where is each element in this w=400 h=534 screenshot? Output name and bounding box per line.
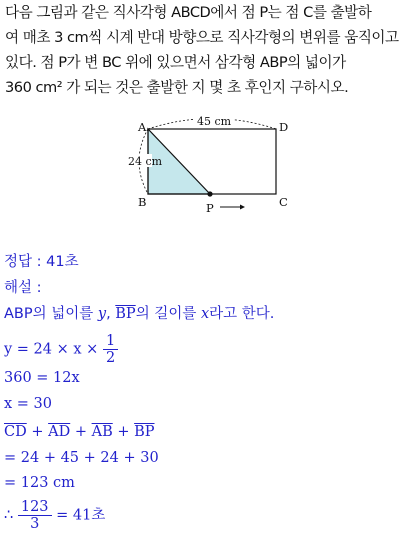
fraction-123-num: 123 bbox=[18, 499, 52, 516]
top-length-label: 45 cm bbox=[196, 115, 232, 128]
segment-bp-2: $\overline{BP}$ bbox=[134, 424, 155, 440]
let-text-1: ABP의 넓이를 bbox=[4, 306, 98, 322]
equation-7 bbox=[4, 499, 384, 532]
problem-line-1: 다음 그림과 같은 직사각형 ABCD에서 점 P는 점 C를 출발하 bbox=[5, 4, 372, 21]
vertex-b-label: B bbox=[138, 195, 147, 209]
equation-1 bbox=[4, 333, 384, 366]
therefore-symbol: ∴ bbox=[4, 507, 14, 524]
point-p-dot bbox=[207, 191, 212, 196]
left-length-label: 24 cm bbox=[128, 155, 163, 168]
vertex-a-label: A bbox=[138, 120, 147, 134]
problem-line-4: 360 cm² 가 되는 것은 출발한 지 몇 초 후인지 구하시오. bbox=[5, 79, 349, 96]
point-p-label: P bbox=[206, 201, 214, 215]
problem-text bbox=[5, 0, 397, 100]
let-text-2: , bbox=[106, 306, 116, 322]
fraction-half-num: 1 bbox=[103, 333, 118, 350]
segment-cd: $\overline{CD}$ bbox=[4, 424, 27, 440]
fraction-123-3 bbox=[18, 499, 52, 532]
fraction-123-den: 3 bbox=[30, 516, 40, 532]
let-statement bbox=[4, 302, 384, 323]
vertex-c-label: C bbox=[279, 195, 288, 209]
equation-6: = 123 cm bbox=[4, 475, 75, 491]
plus-1: + bbox=[26, 424, 49, 440]
explanation-heading: 해설 : bbox=[4, 280, 42, 296]
problem-line-2: 여 매초 3 cm씩 시계 반대 방향으로 직사각형의 변위를 움직이고 bbox=[5, 29, 399, 46]
plus-2: + bbox=[70, 424, 92, 440]
fraction-half-den: 2 bbox=[105, 350, 116, 366]
problem-line-3: 있다. 점 P가 변 BC 위에 있으면서 삼각형 ABP의 넓이가 bbox=[5, 54, 346, 71]
fraction-half bbox=[103, 333, 118, 366]
var-x: x bbox=[200, 306, 210, 322]
let-text-4: 라고 한다. bbox=[209, 306, 275, 322]
equation-7-rhs: = 41초 bbox=[56, 507, 106, 524]
equation-5: = 24 + 45 + 24 + 30 bbox=[4, 450, 159, 466]
segment-bp: $\overline{BP}$ bbox=[115, 306, 136, 322]
answer-line: 정답 : 41초 bbox=[4, 254, 79, 270]
rectangle-figure bbox=[128, 114, 298, 216]
equation-1-lhs: y = 24 × x × bbox=[4, 341, 99, 358]
var-y: y bbox=[97, 306, 107, 322]
plus-3: + bbox=[112, 424, 135, 440]
vertex-d-label: D bbox=[279, 120, 289, 134]
segment-ad: $\overline{AD}$ bbox=[48, 424, 71, 440]
equation-4 bbox=[4, 424, 384, 440]
let-text-3: 의 길이를 bbox=[135, 306, 201, 322]
segment-ab: $\overline{AB}$ bbox=[91, 424, 113, 440]
equation-2: 360 = 12x bbox=[4, 370, 80, 386]
direction-arrow-head bbox=[240, 205, 245, 210]
equation-3: x = 30 bbox=[4, 396, 52, 412]
